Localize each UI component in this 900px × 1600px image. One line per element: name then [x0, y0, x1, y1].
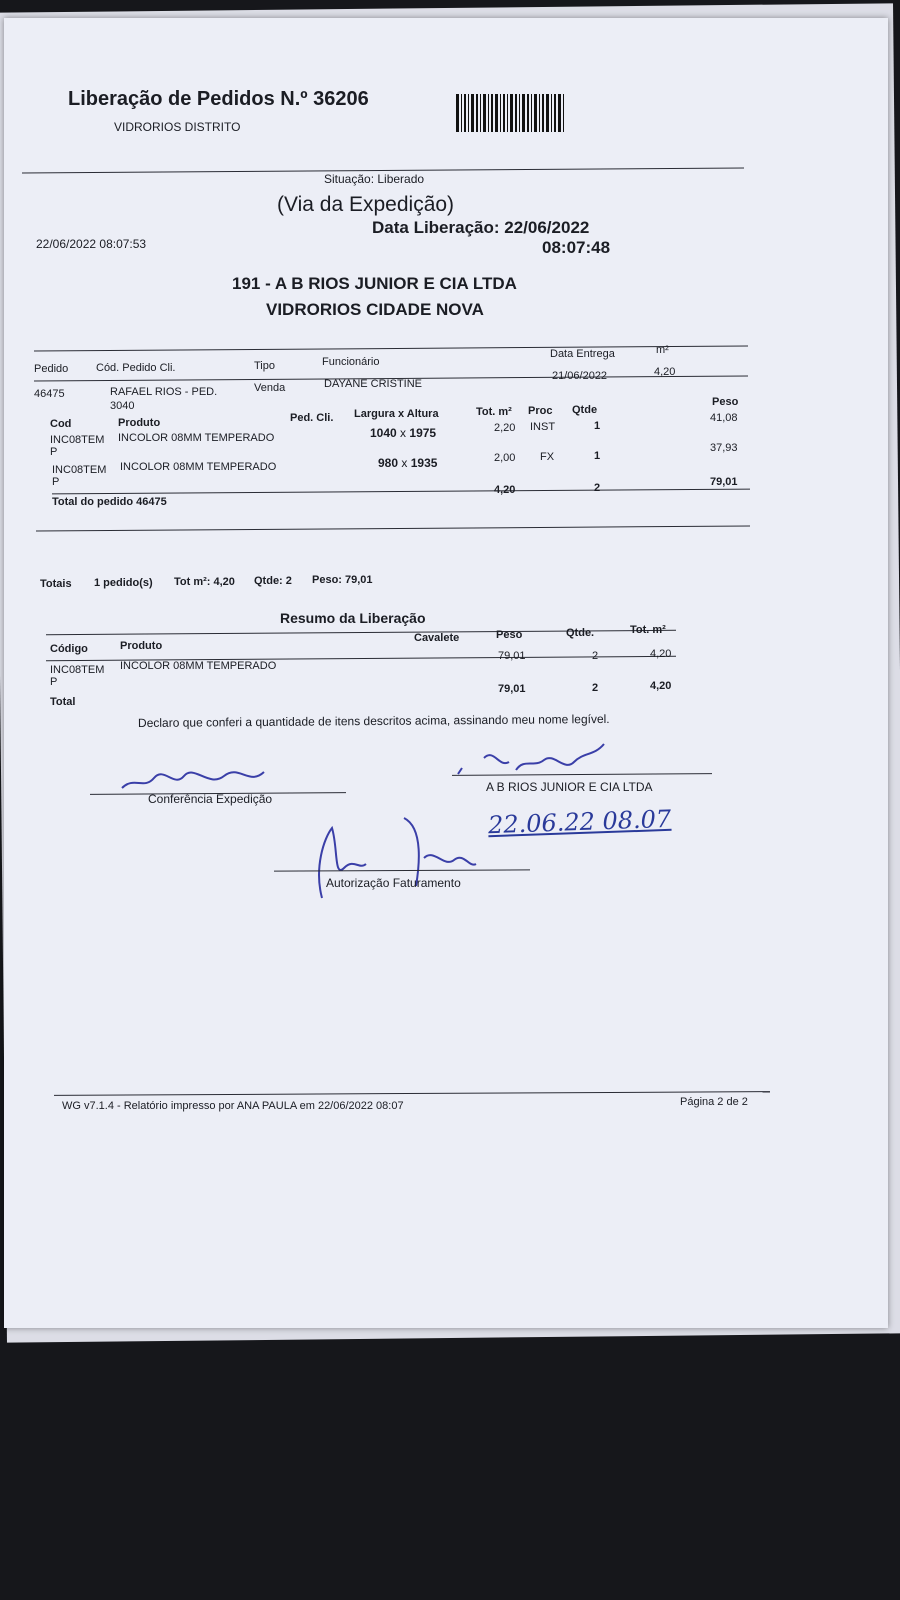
- items-col-tot-m2: Tot. m²: [476, 406, 512, 418]
- release-time: 08:07:48: [542, 238, 611, 257]
- summary-peso: 79,01: [498, 650, 526, 662]
- items-col-proc: Proc: [528, 405, 553, 417]
- col-data-entrega: Data Entrega: [550, 348, 615, 360]
- release-date: Data Liberação: 22/06/2022: [372, 218, 590, 237]
- via-label: (Via da Expedição): [277, 193, 455, 216]
- summary-cod-suffix: P: [50, 676, 58, 688]
- summary-col-codigo: Código: [50, 643, 88, 655]
- col-cod-cli: Cód. Pedido Cli.: [96, 362, 176, 374]
- order-total-peso: 79,01: [710, 476, 738, 488]
- summary-cod: INC08TEM: [50, 664, 105, 676]
- item-altura: 1975: [409, 426, 437, 440]
- item-cod: INC08TEM: [52, 464, 107, 476]
- item-proc: FX: [540, 451, 555, 463]
- col-pedido: Pedido: [34, 363, 69, 375]
- item-peso: 41,08: [710, 412, 738, 424]
- items-col-peso: Peso: [712, 396, 739, 408]
- item-cod-suffix: P: [52, 476, 60, 488]
- item-cod: INC08TEM: [50, 434, 105, 446]
- summary-total-peso: 79,01: [498, 683, 526, 695]
- totals-qtde: Qtde: 2: [254, 575, 292, 587]
- item-largura: 980: [378, 456, 399, 470]
- client-store: VIDRORIOS CIDADE NOVA: [266, 300, 484, 319]
- item-proc: INST: [530, 421, 556, 433]
- summary-col-produto: Produto: [120, 640, 163, 652]
- item-produto: INCOLOR 08MM TEMPERADO: [120, 461, 277, 473]
- totals-pedidos: 1 pedido(s): [94, 577, 153, 589]
- col-m2: m²: [656, 344, 669, 356]
- order-funcionario: DAYANE CRISTINE: [324, 378, 422, 390]
- order-m2: 4,20: [654, 366, 676, 378]
- footer-left: WG v7.1.4 - Relatório impresso por ANA PAULA em 22/06/2022 08:07: [62, 1100, 404, 1112]
- summary-col-qtde: Qtde.: [566, 627, 595, 639]
- order-tipo: Venda: [254, 382, 286, 394]
- item-x: x: [400, 426, 407, 440]
- summary-qtde: 2: [592, 650, 599, 662]
- summary-total-label: Total: [50, 696, 76, 708]
- summary-col-peso: Peso: [496, 629, 523, 641]
- summary-produto: INCOLOR 08MM TEMPERADO: [120, 660, 277, 672]
- summary-col-cavalete: Cavalete: [414, 632, 460, 644]
- client-name: 191 - A B RIOS JUNIOR E CIA LTDA: [232, 274, 517, 293]
- client-sign-label: A B RIOS JUNIOR E CIA LTDA: [486, 780, 653, 794]
- declaration-text: Declaro que conferi a quantidade de itens descritos acima, assinando meu nome legível.: [137, 711, 610, 731]
- handwritten-date: 22.06.22 08.07: [487, 804, 672, 840]
- status-text: Situação: Liberado: [324, 172, 425, 186]
- barcode: [456, 94, 584, 132]
- item-tot-m2: 2,00: [494, 452, 516, 464]
- item-largura: 1040: [370, 426, 397, 440]
- items-col-produto: Produto: [118, 417, 161, 429]
- item-tot-m2: 2,20: [494, 422, 516, 434]
- items-col-qtde: Qtde: [572, 404, 598, 416]
- col-tipo: Tipo: [254, 360, 275, 372]
- order-pedido: 46475: [34, 388, 65, 400]
- item-qtde: 1: [594, 420, 601, 432]
- item-produto: INCOLOR 08MM TEMPERADO: [118, 432, 275, 444]
- items-total-rule: [52, 489, 750, 495]
- company-name: VIDRORIOS DISTRITO: [114, 120, 241, 134]
- printed-datetime: 22/06/2022 08:07:53: [36, 237, 147, 251]
- document-page: [4, 18, 888, 1328]
- items-col-dims: Largura x Altura: [354, 408, 439, 420]
- item-qtde: 1: [594, 450, 601, 462]
- item-dims: [370, 426, 436, 440]
- items-col-cod: Cod: [50, 418, 72, 430]
- summary-total-qtde: 2: [592, 682, 599, 694]
- item-dims: [378, 456, 437, 470]
- order-cod-cli-2: 3040: [110, 400, 135, 412]
- summary-title: Resumo da Liberação: [280, 610, 426, 626]
- document-title: Liberação de Pedidos N.º 36206: [68, 88, 369, 110]
- totals-label: Totais: [40, 578, 72, 590]
- footer-page: Página 2 de 2: [680, 1096, 748, 1108]
- item-altura: 1935: [410, 456, 438, 470]
- order-top-rule: [34, 346, 748, 352]
- totals-m2: Tot m²: 4,20: [174, 576, 235, 588]
- order-bottom-rule: [36, 526, 750, 532]
- item-cod-suffix: P: [50, 446, 58, 458]
- col-funcionario: Funcionário: [322, 356, 380, 368]
- items-col-ped-cli: Ped. Cli.: [290, 412, 334, 424]
- order-cod-cli-1: RAFAEL RIOS - PED.: [110, 386, 218, 398]
- summary-total-m2: 4,20: [650, 680, 672, 692]
- order-total-qtde: 2: [594, 482, 601, 494]
- signature-client: [454, 728, 624, 788]
- order-total-label: Total do pedido 46475: [52, 496, 167, 508]
- totals-peso: Peso: 79,01: [312, 574, 373, 586]
- summary-tot-m2: 4,20: [650, 648, 672, 660]
- order-data-entrega: 21/06/2022: [552, 370, 608, 382]
- conferencia-label: Conferência Expedição: [148, 792, 273, 806]
- item-peso: 37,93: [710, 442, 738, 454]
- signature-autorizacao: [304, 808, 494, 908]
- summary-col-tot-m2: Tot. m²: [630, 624, 666, 636]
- item-x: x: [401, 456, 408, 470]
- order-total-m2: 4,20: [494, 484, 516, 496]
- autorizacao-label: Autorização Faturamento: [326, 876, 461, 890]
- footer-rule: [54, 1091, 770, 1096]
